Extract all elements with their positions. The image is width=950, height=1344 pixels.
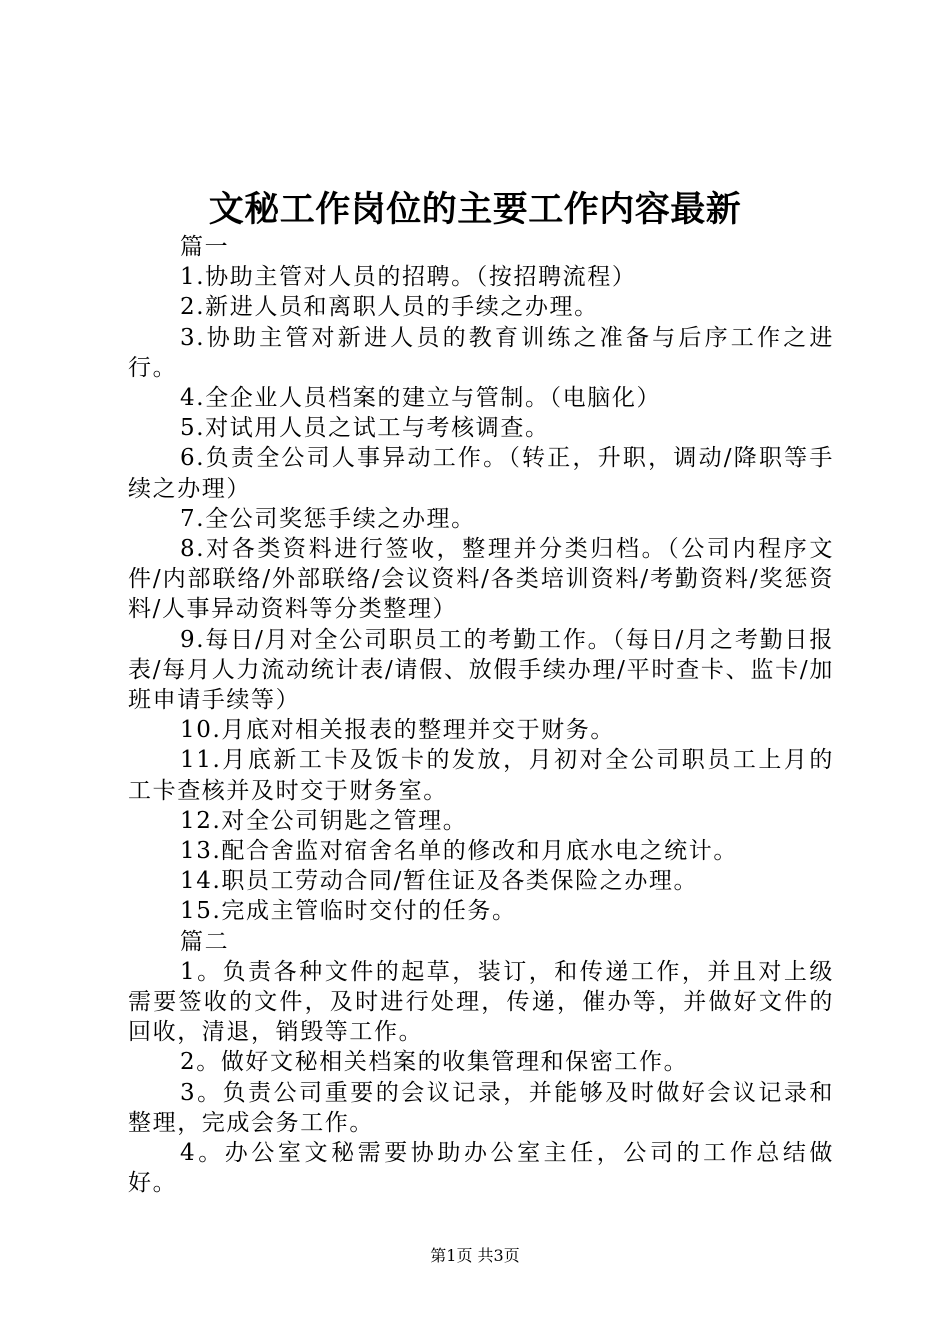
list-item: 4。办公室文秘需要协助办公室主任，公司的工作总结做好。 (128, 1140, 834, 1197)
list-item: 6.负责全公司人事异动工作。（转正，升职，调动/降职等手续之办理） (128, 445, 834, 502)
list-item: 12.对全公司钥匙之管理。 (180, 807, 468, 834)
list-item: 1。负责各种文件的起草，装订，和传递工作，并且对上级需要签收的文件，及时进行处理，传递，催办等，并做好文件的回收，清退，销毁等工作。 (128, 958, 834, 1046)
list-item: 3.协助主管对新进人员的教育训练之准备与后序工作之进行。 (128, 324, 834, 381)
list-item: 4.全企业人员档案的建立与管制。（电脑化） (180, 385, 662, 412)
page-footer: 第1页 共3页 (430, 1246, 520, 1265)
document-body (128, 232, 834, 1199)
section-heading-1: 篇一 (180, 234, 230, 260)
list-item: 2.新进人员和离职人员的手续之办理。 (180, 294, 599, 321)
list-item: 8.对各类资料进行签收，整理并分类归档。（公司内程序文件/内部联络/外部联络/会议资料/各类培训资料/考勤资料/奖惩资料/人事异动资料等分类整理） (128, 536, 834, 623)
list-item: 2。做好文秘相关档案的收集管理和保密工作。 (180, 1049, 689, 1076)
list-item: 1.协助主管对人员的招聘。（按招聘流程） (180, 264, 637, 291)
list-item: 13.配合舍监对宿舍名单的修改和月底水电之统计。 (180, 838, 738, 865)
list-item: 3。负责公司重要的会议记录，并能够及时做好会议记录和整理，完成会务工作。 (128, 1079, 834, 1136)
list-item: 10.月底对相关报表的整理并交于财务。 (180, 717, 615, 744)
list-item: 14.职员工劳动合同/暂住证及各类保险之办理。 (180, 868, 699, 895)
document-title: 文秘工作岗位的主要工作内容最新 (208, 189, 742, 230)
list-item: 7.全公司奖惩手续之办理。 (180, 505, 476, 532)
list-item: 9.每日/月对全公司职员工的考勤工作。（每日/月之考勤日报表/每月人力流动统计表/请假、放假手续办理/平时查卡、监卡/加班申请手续等） (128, 626, 834, 714)
list-item: 5.对试用人员之试工与考核调查。 (180, 415, 550, 442)
list-item: 15.完成主管临时交付的任务。 (180, 898, 517, 925)
list-item: 11.月底新工卡及饭卡的发放，月初对全公司职员工上月的工卡查核并及时交于财务室。 (128, 747, 834, 804)
section-heading-2: 篇二 (180, 928, 230, 955)
